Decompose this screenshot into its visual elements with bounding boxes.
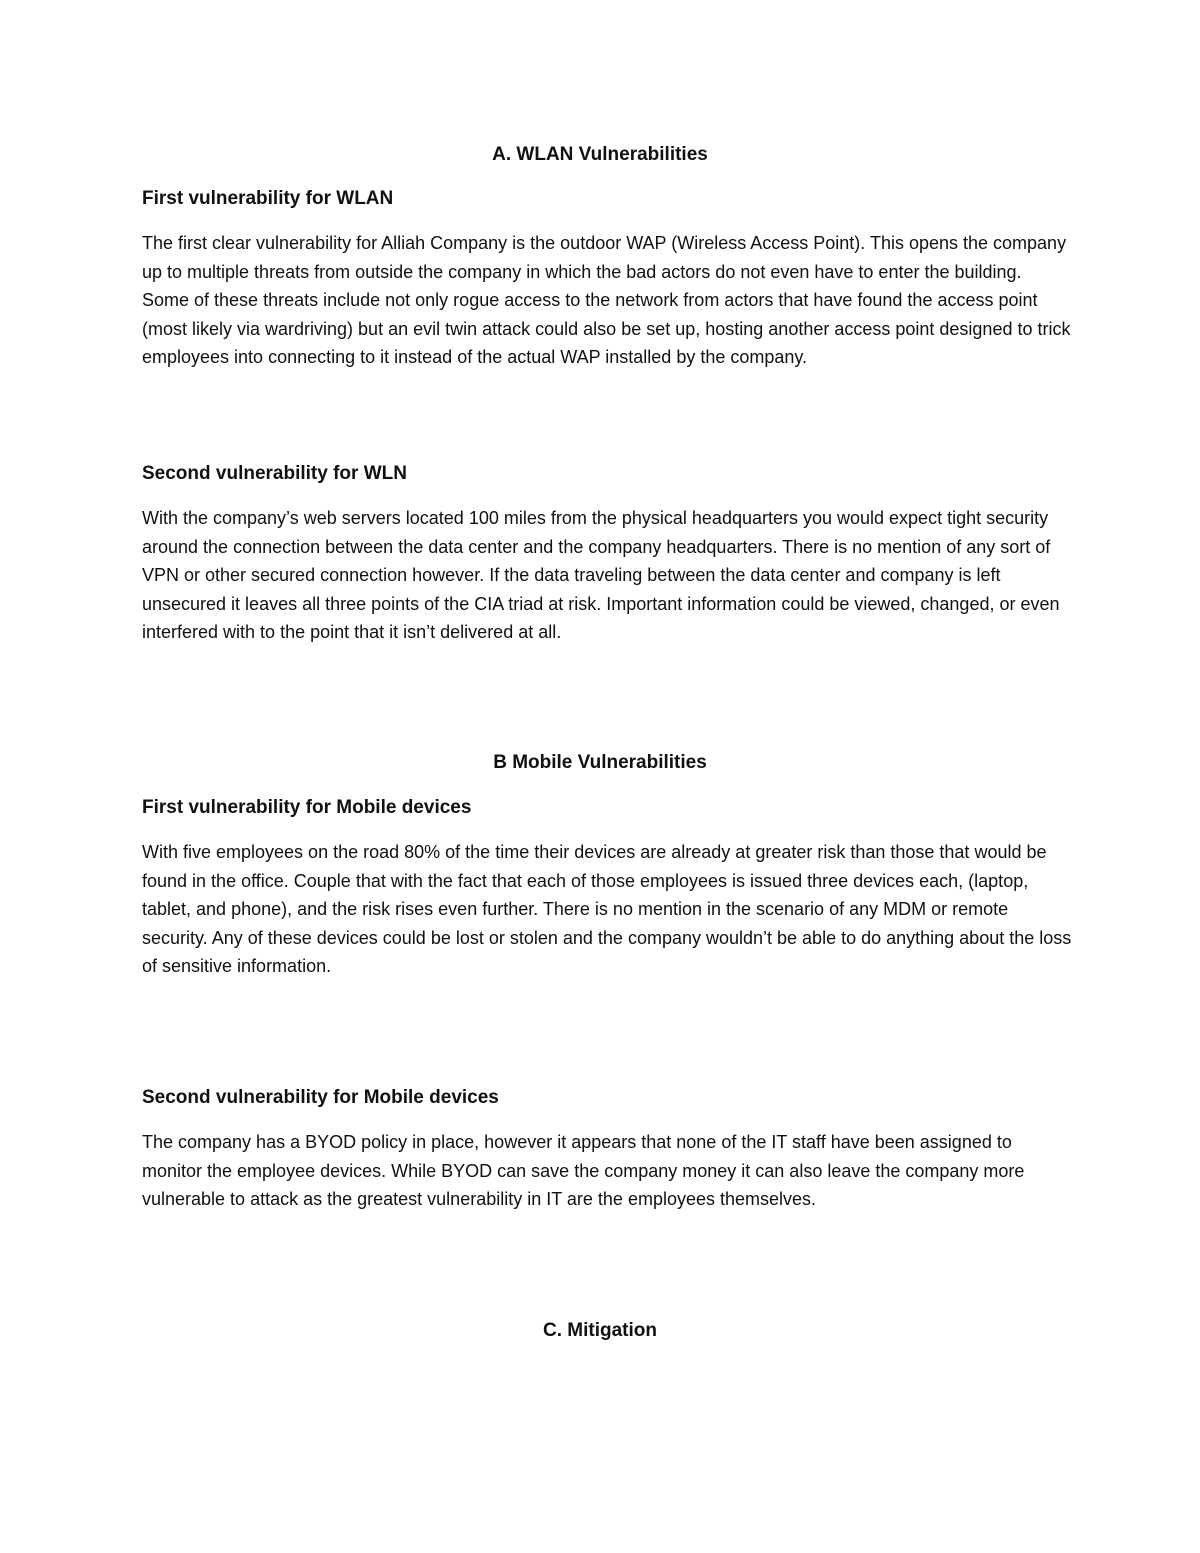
section-a-first-title: First vulnerability for WLAN	[142, 188, 394, 209]
section-a-first-vulnerability	[142, 187, 1072, 372]
section-b-second-vulnerability	[142, 1086, 1072, 1214]
section-a-second-body: With the company’s web servers located 100 miles from the physical headquarters you would expect tight security around the connection between the data center and the company headquarters. There is no mention of any sort of VPN or other secured connection however. If the data traveling between the data center and company is left unsecured it leaves all three points of the CIA triad at risk. Important information could be viewed, changed, or even interfered with to the point that it isn’t delivered at all.	[142, 508, 1060, 643]
section-b-first-title: First vulnerability for Mobile devices	[142, 797, 472, 818]
section-a-heading: A. WLAN Vulnerabilities	[492, 144, 708, 165]
section-b-second-title: Second vulnerability for Mobile devices	[142, 1087, 499, 1108]
section-b-first-body: With five employees on the road 80% of the time their devices are already at greater risk than those that would be found in the office. Couple that with the fact that each of those employees is issued three devices each, (laptop, tablet, and phone), and the risk rises even further. There is no mention in the scenario of any MDM or remote security. Any of these devices could be lost or stolen and the company wouldn’t be able to do anything about the loss of sensitive information.	[142, 842, 1072, 977]
section-b-first-vulnerability	[142, 796, 1072, 981]
section-b-second-body: The company has a BYOD policy in place, however it appears that none of the IT staff have been assigned to monitor the employee devices. While BYOD can save the company money it can also leave the company more vulnerable to attack as the greatest vulnerability in IT are the employees themselves.	[142, 1132, 1025, 1210]
section-a-second-title: Second vulnerability for WLN	[142, 463, 407, 484]
section-a-second-vulnerability	[142, 462, 1072, 647]
section-b-heading: B Mobile Vulnerabilities	[493, 752, 707, 773]
section-c-heading: C. Mitigation	[543, 1320, 657, 1341]
section-a-first-body: The first clear vulnerability for Alliah Company is the outdoor WAP (Wireless Access Point). This opens the company up to multiple threats from outside the company in which the bad actors do not even have to enter the building. Some of these threats include not only rogue access to the network from actors that have found the access point (most likely via wardriving) but an evil twin attack could also be set up, hosting another access point designed to trick employees into connecting to it instead of the actual WAP installed by the company.	[142, 233, 1071, 368]
